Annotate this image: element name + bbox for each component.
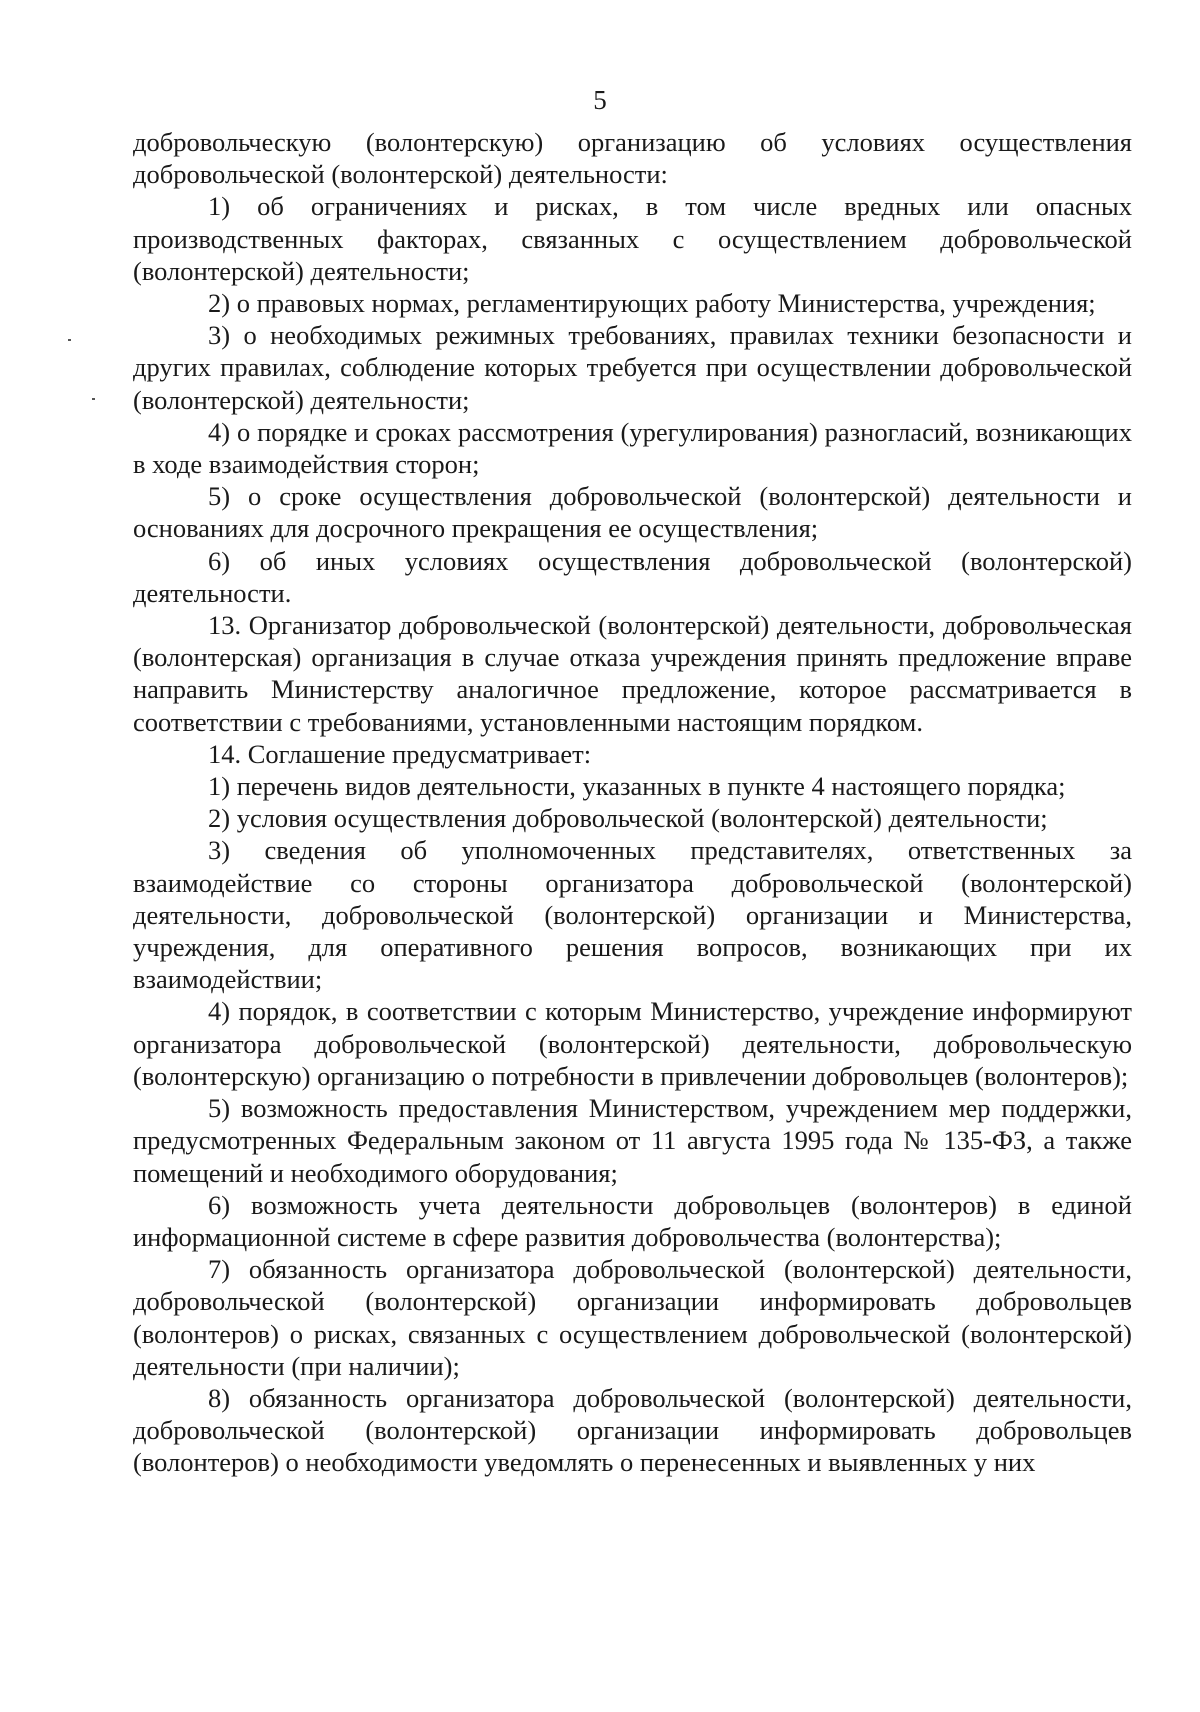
list-item: 7) обязанность организатора добровольческой (волонтерской) деятельности, добровольческой (волонтерской) организации информировать добровольцев (волонтеров) о рисках, связанных с осуществлением добровольческой (волонтерской) деятельности (при наличии); (133, 1254, 1132, 1381)
clause-14: 14. Соглашение предусматривает: (208, 738, 592, 769)
scan-mark (68, 339, 71, 341)
list-item: 2) о правовых нормах, регламентирующих работу Министерства, учреждения; (208, 288, 1096, 319)
list-item: 3) сведения об уполномоченных представителях, ответственных за взаимодействие со стороны организатора добровольческой (волонтерской) деятельности, добровольческой (волонтерской) организации и Министерства, учреждения, для оперативного решения вопросов, возникающих при их взаимодействии; (133, 835, 1132, 995)
list-item: 5) о сроке осуществления добровольческой (волонтерской) деятельности и основаниях для досрочного прекращения ее осуществления; (133, 481, 1132, 544)
list-item: 8) обязанность организатора добровольческой (волонтерской) деятельности, добровольческой (волонтерской) организации информировать добровольцев (волонтеров) о необходимости уведомлять о перенесенных и выявленных у них (133, 1382, 1132, 1478)
list-item: 6) возможность учета деятельности добровольцев (волонтеров) в единой информационной системе в сфере развития добровольчества (волонтерства); (133, 1189, 1132, 1252)
list-item: 4) порядок, в соответствии с которым Министерство, учреждение информируют организатора добровольческой (волонтерской) деятельности, добровольческую (волонтерскую) организацию о потребности в привлечении добровольцев (волонтеров); (133, 996, 1132, 1091)
list-item: 2) условия осуществления добровольческой (волонтерской) деятельности; (208, 803, 1048, 834)
list-item: 4) о порядке и сроках рассмотрения (урегулирования) разногласий, возникающих в ходе взаимодействия сторон; (133, 416, 1132, 480)
list-item: 1) перечень видов деятельности, указанных в пункте 4 настоящего порядка; (208, 771, 1066, 802)
page-number: 5 (593, 85, 607, 115)
clause-13: 13. Организатор добровольческой (волонтерской) деятельности, добровольческая (волонтерская) организация в случае отказа учреждения принять предложение вправе направить Министерству аналогичное предложение, которое рассматривается в соответствии с требованиями, установленными настоящим порядком. (133, 610, 1132, 737)
paragraph-continuation: добровольческую (волонтерскую) организацию об условиях осуществления добровольческой (волонтерской) деятельности: (133, 127, 1132, 190)
list-item: 6) об иных условиях осуществления добровольческой (волонтерской) деятельности. (133, 545, 1132, 608)
list-item: 1) об ограничениях и рисках, в том числе вредных или опасных производственных факторах, связанных с осуществлением добровольческой (волонтерской) деятельности; (133, 191, 1132, 286)
list-item: 3) о необходимых режимных требованиях, правилах техники безопасности и других правилах, соблюдение которых требуется при осуществлении добровольческой (волонтерской) деятельности; (133, 320, 1132, 415)
document-body (133, 126, 1132, 1479)
scan-mark (92, 398, 95, 400)
list-item: 5) возможность предоставления Министерством, учреждением мер поддержки, предусмотренных Федеральным законом от 11 августа 1995 года № 135-ФЗ, а также помещений и необходимого оборудования; (133, 1093, 1132, 1188)
